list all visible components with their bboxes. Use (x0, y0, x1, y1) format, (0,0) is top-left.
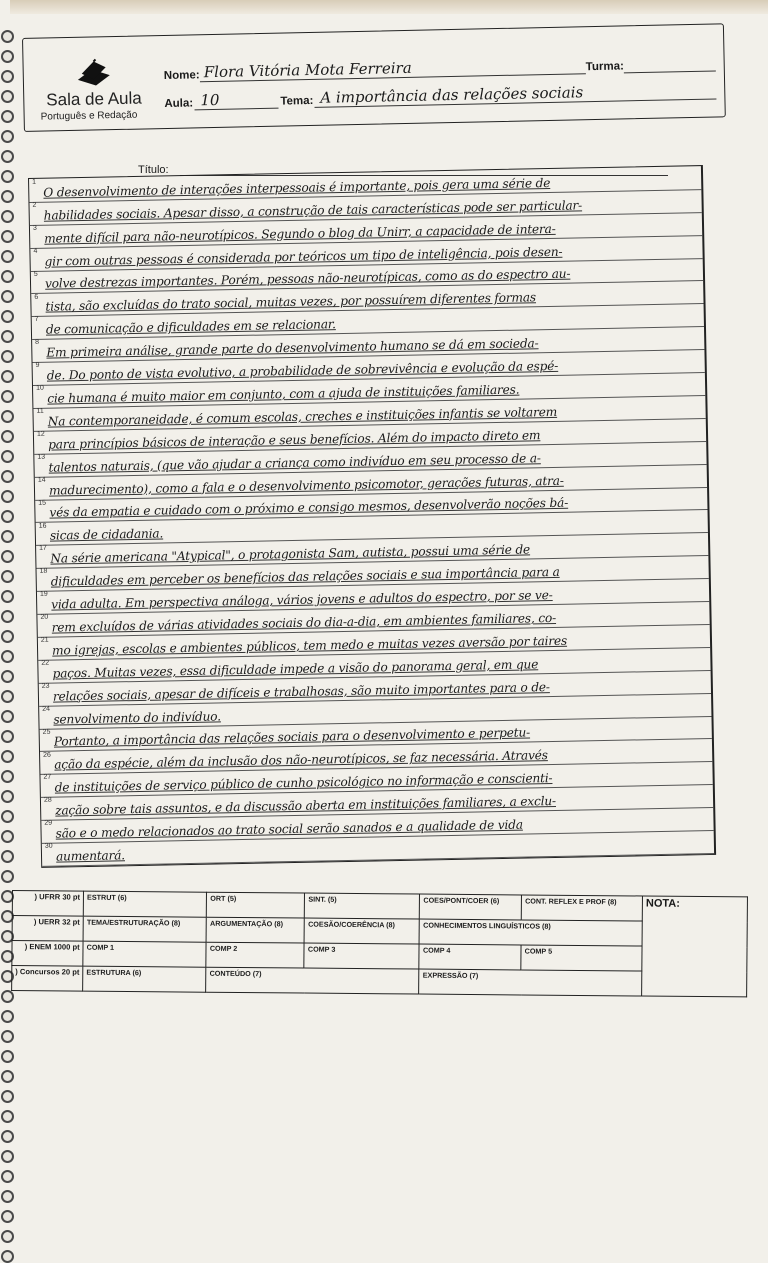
essay-line-text[interactable]: ação da espécie, além da inclusão dos não-neurotípicos, se faz necessária. Através (54, 748, 548, 772)
essay-lined-area (28, 165, 716, 868)
line-number: 1 (32, 178, 37, 186)
spiral-ring (1, 1190, 14, 1203)
spiral-ring (1, 1210, 14, 1223)
essay-line-text[interactable]: zação sobre tais assuntos, e da discussão aberta em instituições familiares, a exclu- (55, 794, 557, 818)
exam-checkbox-label[interactable]: ) ENEM 1000 pt (12, 941, 83, 967)
nota-label: NOTA: (645, 897, 680, 910)
spiral-ring (1, 1110, 14, 1123)
line-number: 30 (44, 842, 53, 850)
nota-cell[interactable] (642, 896, 748, 997)
brand-subtitle: Português e Redação (40, 109, 138, 123)
essay-line-text[interactable]: tista, são excluídas do trato social, muitas vezes, por possuírem diferentes formas (45, 290, 537, 315)
essay-line-text[interactable]: madurecimento), como a fala e o desenvolvimento psicomotor, gerações futuras, atra- (48, 473, 564, 498)
essay-line-text[interactable]: vés da empatia e cuidado com o próximo e consigo mesmos, desenvolverão noções bá- (49, 496, 569, 521)
spiral-ring (1, 1250, 14, 1263)
line-number: 27 (43, 774, 52, 782)
essay-line-text[interactable]: de comunicação e dificuldades em se relacionar. (45, 317, 336, 337)
nome-value[interactable]: Flora Vitória Mota Ferreira (203, 58, 412, 82)
essay-line-text[interactable]: vida adulta. Em perspectiva análoga, vários jovens e adultos do espectro, por se ve- (51, 588, 553, 612)
grading-criterion-cell[interactable]: CONHECIMENTOS LINGUÍSTICOS (8) (420, 919, 643, 946)
turma-label: Turma: (585, 60, 624, 74)
essay-line-text[interactable]: volve destrezas importantes. Porém, pessoas não-neurotípicas, como as do espectro au- (44, 267, 571, 292)
titulo-label: Título: (138, 164, 169, 176)
brand-title: Sala de Aula (46, 88, 142, 110)
grading-criterion-cell[interactable]: CONTEÚDO (7) (206, 967, 419, 994)
essay-line-text[interactable]: são e o medo relacionados ao trato social serão sanados e a qualidade de vida (55, 817, 523, 841)
line-number: 23 (41, 682, 50, 690)
line-number: 12 (36, 430, 45, 438)
spiral-ring (1, 1150, 14, 1163)
essay-line-text[interactable]: talentos naturais, (que vão ajudar a criança como indivíduo em seu processo de a- (48, 450, 541, 475)
grading-criterion-cell[interactable]: SINT. (5) (305, 893, 420, 919)
essay-line-text[interactable]: dificuldades em perceber os benefícios das relações sociais e sua importância para a (50, 565, 560, 589)
grading-criterion-cell[interactable]: TEMA/ESTRUTURAÇÃO (8) (83, 916, 206, 942)
line-number: 7 (34, 316, 39, 324)
essay-line-text[interactable]: O desenvolvimento de interações interpessoais é importante, pois gera uma série de (43, 175, 551, 200)
line-number: 15 (38, 499, 47, 507)
essay-line-text[interactable]: rem excluídos de várias atividades sociais do dia-a-dia, em ambientes familiares, co- (51, 610, 557, 635)
essay-line-text[interactable]: relações sociais, apesar de difíceis e trabalhosas, são muito importantes para o de- (52, 679, 550, 704)
line-number: 28 (43, 796, 52, 805)
grading-criterion-cell[interactable]: COMP 1 (83, 941, 206, 967)
line-number: 8 (35, 339, 40, 347)
spiral-ring (1, 1170, 14, 1183)
line-number: 29 (44, 819, 53, 827)
turma-line (624, 70, 716, 73)
essay-line-text[interactable]: Em primeira análise, grande parte do desenvolvimento humano se dá em socieda- (46, 336, 539, 360)
essay-line-text[interactable]: mente difícil para não-neurotípicos. Segundo o blog da Unirr, a capacidade de intera- (44, 221, 556, 246)
grading-row (12, 966, 747, 997)
essay-line-text[interactable]: de instituições de serviço público de cunho psicológico no informação e conscienti- (54, 771, 553, 795)
essay-line-text[interactable]: gir com outras pessoas é considerada por teóricos um tipo de inteligência, pois desen- (44, 244, 563, 269)
line-number: 10 (35, 384, 44, 392)
essay-line-text[interactable]: paços. Muitas vezes, essa dificuldade impede a visão do panorama geral, em que (52, 657, 539, 681)
line-number: 16 (38, 522, 47, 530)
grading-criterion-cell[interactable]: COES/PONT/COER (6) (420, 894, 522, 920)
aula-label: Aula: (164, 97, 194, 111)
grading-criterion-cell[interactable]: ARGUMENTAÇÃO (8) (206, 917, 304, 943)
grading-criterion-cell[interactable]: CONT. REFLEX E PROF (8) (521, 895, 642, 921)
grading-criterion-cell[interactable]: COMP 5 (521, 945, 642, 971)
grading-criterion-cell[interactable]: COMP 3 (304, 943, 419, 969)
essay-line-text[interactable]: Portanto, a importância das relações sociais para o desenvolvimento e perpetu- (53, 725, 531, 750)
spiral-ring (1, 1230, 14, 1243)
page-top-edge (10, 0, 768, 14)
line-number: 3 (32, 224, 37, 232)
essay-line-text[interactable]: cie humana é muito maior em conjunto, com a ajuda de instituições familiares. (47, 382, 520, 406)
essay-line-text[interactable]: habilidades sociais. Apesar disso, a construção de tais características pode ser particular- (43, 198, 583, 223)
book-logo-icon (73, 57, 114, 88)
line-number: 25 (42, 728, 51, 736)
tema-value[interactable]: A importância das relações sociais (320, 83, 584, 107)
essay-line-text[interactable]: sicas de cidadania. (49, 526, 164, 544)
line-number: 19 (39, 590, 48, 599)
line-number: 21 (40, 636, 49, 644)
grading-criterion-cell[interactable]: ESTRUTURA (6) (83, 966, 206, 992)
spiral-ring (1, 1130, 14, 1143)
exam-checkbox-label[interactable]: ) UERR 32 pt (12, 916, 83, 942)
line-number: 13 (37, 453, 46, 461)
grading-criterion-cell[interactable]: ORT (5) (207, 892, 305, 918)
grading-table (11, 890, 748, 997)
grading-criterion-cell[interactable]: ESTRUT (6) (83, 891, 206, 917)
line-number: 4 (33, 247, 38, 255)
line-number: 24 (42, 705, 51, 713)
line-number: 18 (39, 567, 48, 576)
grading-criterion-cell[interactable]: COMP 4 (419, 944, 521, 970)
spiral-ring (1, 1050, 14, 1063)
essay-line-text[interactable]: de. Do ponto de vista evolutivo, a probabilidade de sobrevivência e evolução da espé- (46, 358, 559, 383)
aula-value[interactable]: 10 (200, 90, 220, 110)
grading-criterion-cell[interactable]: EXPRESSÃO (7) (419, 969, 642, 996)
exam-checkbox-label[interactable]: ) Concursos 20 pt (12, 966, 83, 992)
tema-label: Tema: (280, 94, 314, 108)
brand-logo (37, 54, 158, 124)
line-number: 26 (43, 751, 51, 759)
essay-line-text[interactable]: Na contemporaneidade, é comum escolas, creches e instituições infantis se voltarem (47, 404, 558, 429)
essay-line-text[interactable]: aumentará. (55, 848, 126, 864)
line-number: 11 (36, 407, 44, 415)
spiral-ring (1, 1070, 14, 1083)
line-number: 17 (39, 545, 47, 553)
header-box (22, 23, 726, 132)
grading-criterion-cell[interactable]: COMP 2 (206, 942, 304, 968)
nome-label: Nome: (163, 69, 200, 83)
line-number: 14 (37, 476, 46, 484)
spiral-ring (1, 1090, 14, 1103)
line-number: 22 (41, 659, 50, 667)
essay-sheet (10, 0, 768, 1024)
line-number: 20 (40, 613, 49, 621)
spiral-ring (1, 1030, 14, 1043)
line-number: 2 (32, 201, 37, 209)
essay-line-text[interactable]: mo igrejas, escolas e ambientes públicos, tem medo e muitas vezes aversão por taires (51, 633, 568, 658)
essay-line-text[interactable]: para princípios básicos de interação e seus benefícios. Além do impacto direto em (47, 427, 541, 452)
exam-checkbox-label[interactable]: ) UFRR 30 pt (12, 891, 83, 917)
line-number: 9 (35, 362, 40, 370)
grading-criterion-cell[interactable]: COESÃO/COERÊNCIA (8) (304, 918, 419, 944)
line-number: 5 (33, 270, 38, 278)
essay-line-text[interactable]: senvolvimento do indivíduo. (53, 708, 221, 727)
essay-line-text[interactable]: Na série americana "Atypical", o protagonista Sam, autista, possui uma série de (50, 542, 531, 566)
line-number: 6 (34, 293, 39, 301)
